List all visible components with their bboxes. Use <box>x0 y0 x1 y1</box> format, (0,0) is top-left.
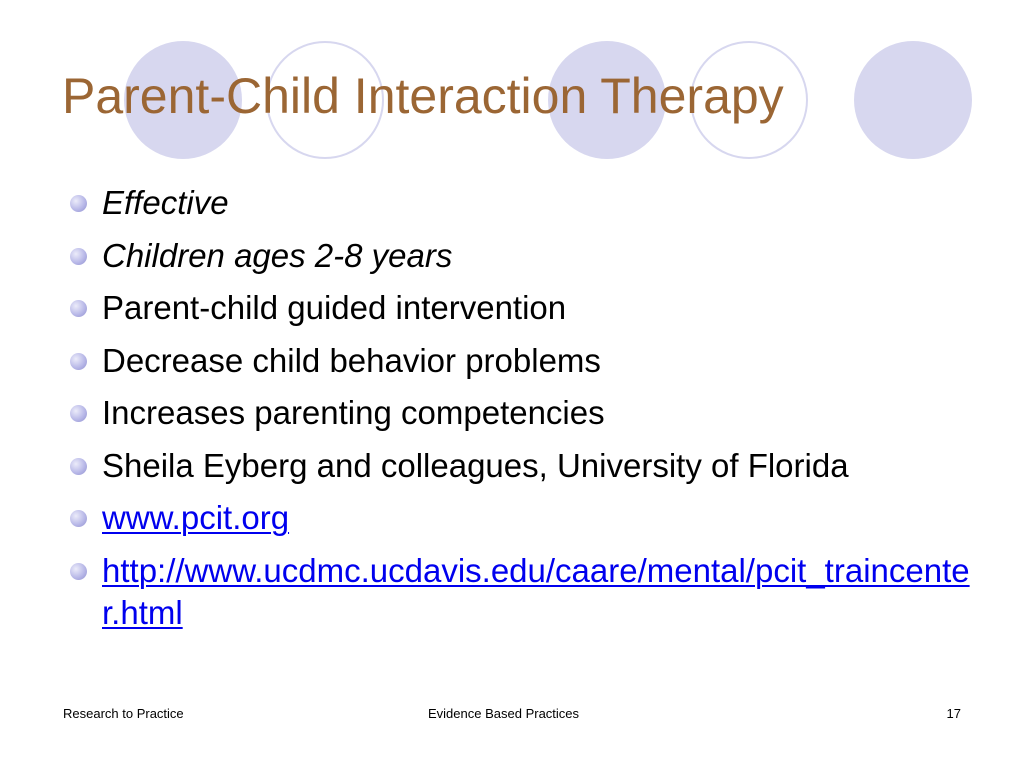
bullet-text: Increases parenting competencies <box>102 394 605 431</box>
footer-center-text: Evidence Based Practices <box>428 706 580 721</box>
circle-bullet-icon <box>70 195 87 212</box>
bullet-list <box>70 182 970 644</box>
circle-bullet-icon <box>70 405 87 422</box>
bullet-text: Parent-child guided intervention <box>102 289 567 326</box>
bullet-text: Effective <box>102 184 229 221</box>
pcit-link[interactable]: www.pcit.org <box>102 499 290 536</box>
bullet-item <box>70 445 970 487</box>
slide-title: Parent-Child Interaction Therapy <box>62 68 784 124</box>
circle-bullet-icon <box>70 563 87 580</box>
ucdavis-traincenter-link[interactable]: http://www.ucdmc.ucdavis.edu/caare/mental/pcit_traincenter.html <box>102 551 970 631</box>
page-number: 17 <box>946 706 961 721</box>
bullet-item <box>70 392 970 434</box>
bullet-item <box>70 235 970 277</box>
bullet-item <box>70 340 970 382</box>
bullet-text: Sheila Eyberg and colleagues, University of Florida <box>102 446 849 484</box>
bullet-text: Decrease child behavior problems <box>102 341 601 379</box>
footer-left-text: Research to Practice <box>63 706 184 721</box>
bullet-item <box>70 287 970 329</box>
circle-bullet-icon <box>70 248 87 265</box>
bullet-item <box>70 182 970 224</box>
bullet-item <box>70 497 970 539</box>
circle-decoration-icon <box>854 41 972 159</box>
bullet-item <box>70 550 970 634</box>
circle-bullet-icon <box>70 300 87 317</box>
circle-bullet-icon <box>70 353 87 370</box>
circle-bullet-icon <box>70 458 87 475</box>
bullet-text: Children ages 2-8 years <box>102 236 453 274</box>
circle-bullet-icon <box>70 510 87 527</box>
